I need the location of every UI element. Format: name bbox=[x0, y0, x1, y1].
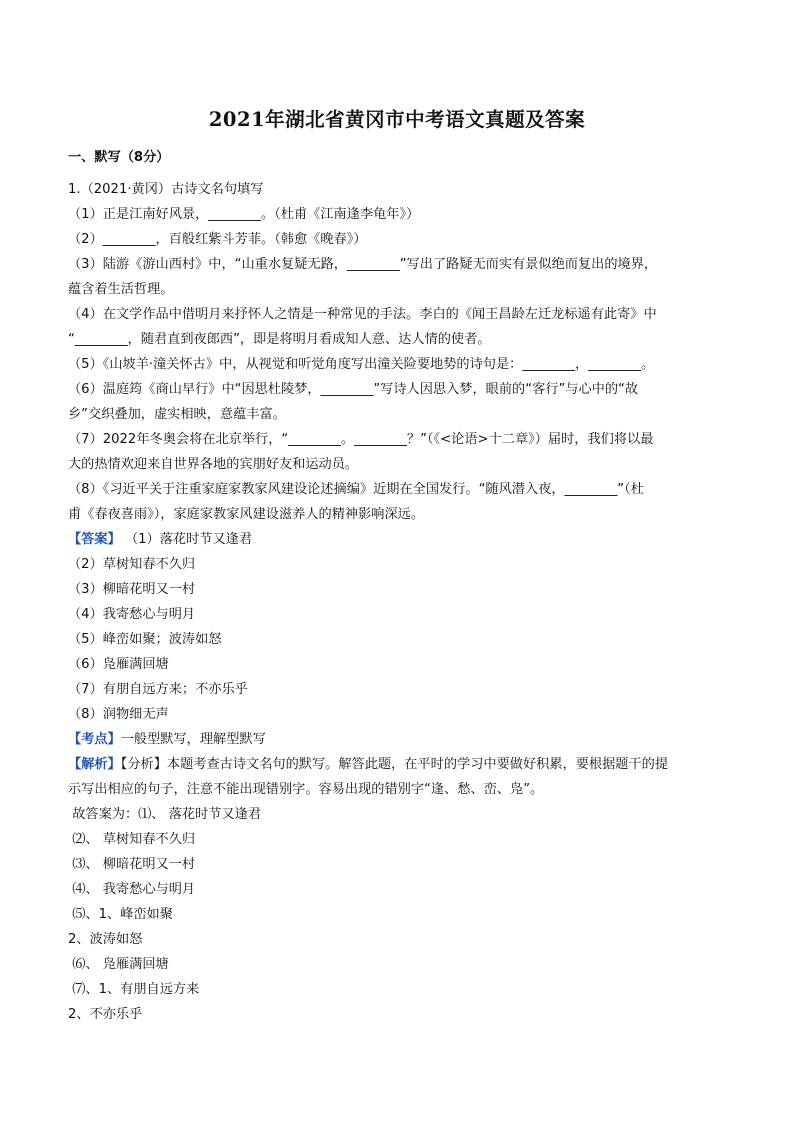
jiexi-answer-line: 2、波涛如怒 bbox=[68, 932, 143, 947]
answer-item: （7）有朋自远方来；不亦乐乎 bbox=[68, 682, 248, 697]
question-stem: 1.（2021·黄冈）古诗文名句填写 bbox=[68, 182, 264, 197]
jiexi-answer-line: 故答案为：⑴、 落花时节又逢君 bbox=[68, 807, 262, 822]
question-line-7-cont: 大的热情欢迎来自世界各地的宾朋好友和运动员。 bbox=[68, 457, 359, 472]
kaodian-tag: 【考点】 bbox=[68, 732, 121, 747]
jiexi-answer-line: ⑷、 我寄愁心与明月 bbox=[68, 882, 196, 897]
question-line-3: （3）陆游《游山西村》中，“山重水复疑无路，________”写出了路疑无而实有景似绝而复出的境界， bbox=[68, 257, 658, 272]
question-line-6: （6）温庭筠《商山早行》中“因思杜陵梦，________”写诗人因思入梦，眼前的“客行”与心中的“故 bbox=[68, 382, 639, 397]
answer-tag: 【答案】 bbox=[68, 532, 121, 547]
question-line-8-cont: 甫《春夜喜雨》），家庭家教家风建设滋养人的精神影响深远。 bbox=[68, 507, 425, 522]
question-line-1: （1）正是江南好风景，________。（杜甫《江南逢李龟年》） bbox=[68, 207, 420, 222]
answer-item: （2）草树知春不久归 bbox=[68, 557, 196, 572]
kaodian-text: 一般型默写，理解型默写 bbox=[120, 732, 266, 747]
answer-item: （3）柳暗花明又一村 bbox=[68, 582, 196, 597]
jiexi-line bbox=[68, 757, 668, 773]
jiexi-answer-line: 2、不亦乐乎 bbox=[68, 1007, 143, 1022]
jiexi-tag: 【解析】 bbox=[68, 757, 121, 772]
answer-item: （6）凫雁满回塘 bbox=[68, 657, 169, 672]
question-line-4: （4）在文学作品中借明月来抒怀人之情是一种常见的手法。李白的《闻王昌龄左迁龙标遥有此寄》中 bbox=[68, 307, 657, 322]
answer-first: （1）落花时节又逢君 bbox=[124, 532, 253, 547]
section-heading: 一、默写（8分） bbox=[68, 150, 170, 165]
question-line-5: （5）《山坡羊·潼关怀古》中，从视觉和听觉角度写出潼关险要地势的诗句是：________，________。 bbox=[68, 357, 655, 372]
jiexi-answer-line: ⑵、 草树知春不久归 bbox=[68, 832, 196, 847]
kaodian-line bbox=[68, 732, 266, 748]
question-line-8: （8）《习近平关于注重家庭家教家风建设论述摘编》近期在全国发行。“随风潜入夜，________”（杜 bbox=[68, 482, 644, 497]
document-title: 2021年湖北省黄冈市中考语文真题及答案 bbox=[208, 108, 586, 131]
answer-line bbox=[68, 532, 252, 548]
jiexi-answer-line: ⑸、1、峰峦如聚 bbox=[68, 907, 173, 922]
question-line-7: （7）2022年冬奥会将在北京举行，“________。________？”（《<论语>十二章》）届时，我们将以最 bbox=[68, 432, 654, 447]
answer-item: （5）峰峦如聚；波涛如怒 bbox=[68, 632, 222, 647]
jiexi-analysis-cont: 示写出相应的句子，注意不能出现错别字。容易出现的错别字“逢、愁、峦、凫”。 bbox=[68, 782, 544, 797]
question-line-6-cont: 乡”交织叠加，虚实相映，意蕴丰富。 bbox=[68, 407, 286, 422]
answer-item: （4）我寄愁心与明月 bbox=[68, 607, 196, 622]
question-line-3-cont: 蕴含着生活哲理。 bbox=[68, 282, 174, 297]
jiexi-answer-line: ⑹、 凫雁满回塘 bbox=[68, 957, 169, 972]
answer-item: （8）润物细无声 bbox=[68, 707, 169, 722]
jiexi-analysis: 【分析】本题考查古诗文名句的默写。解答此题，在平时的学习中要做好积累，要根据题干的提 bbox=[120, 757, 669, 772]
jiexi-answer-line: ⑺、1、有朋自远方来 bbox=[68, 982, 200, 997]
jiexi-answer-line: ⑶、 柳暗花明又一村 bbox=[68, 857, 196, 872]
question-line-2: （2）________，百般红紫斗芳菲。（韩愈《晚春》） bbox=[68, 232, 367, 247]
question-line-4-cont: “________，随君直到夜郎西”，即是将明月看成知人意、达人情的使者。 bbox=[68, 332, 491, 347]
